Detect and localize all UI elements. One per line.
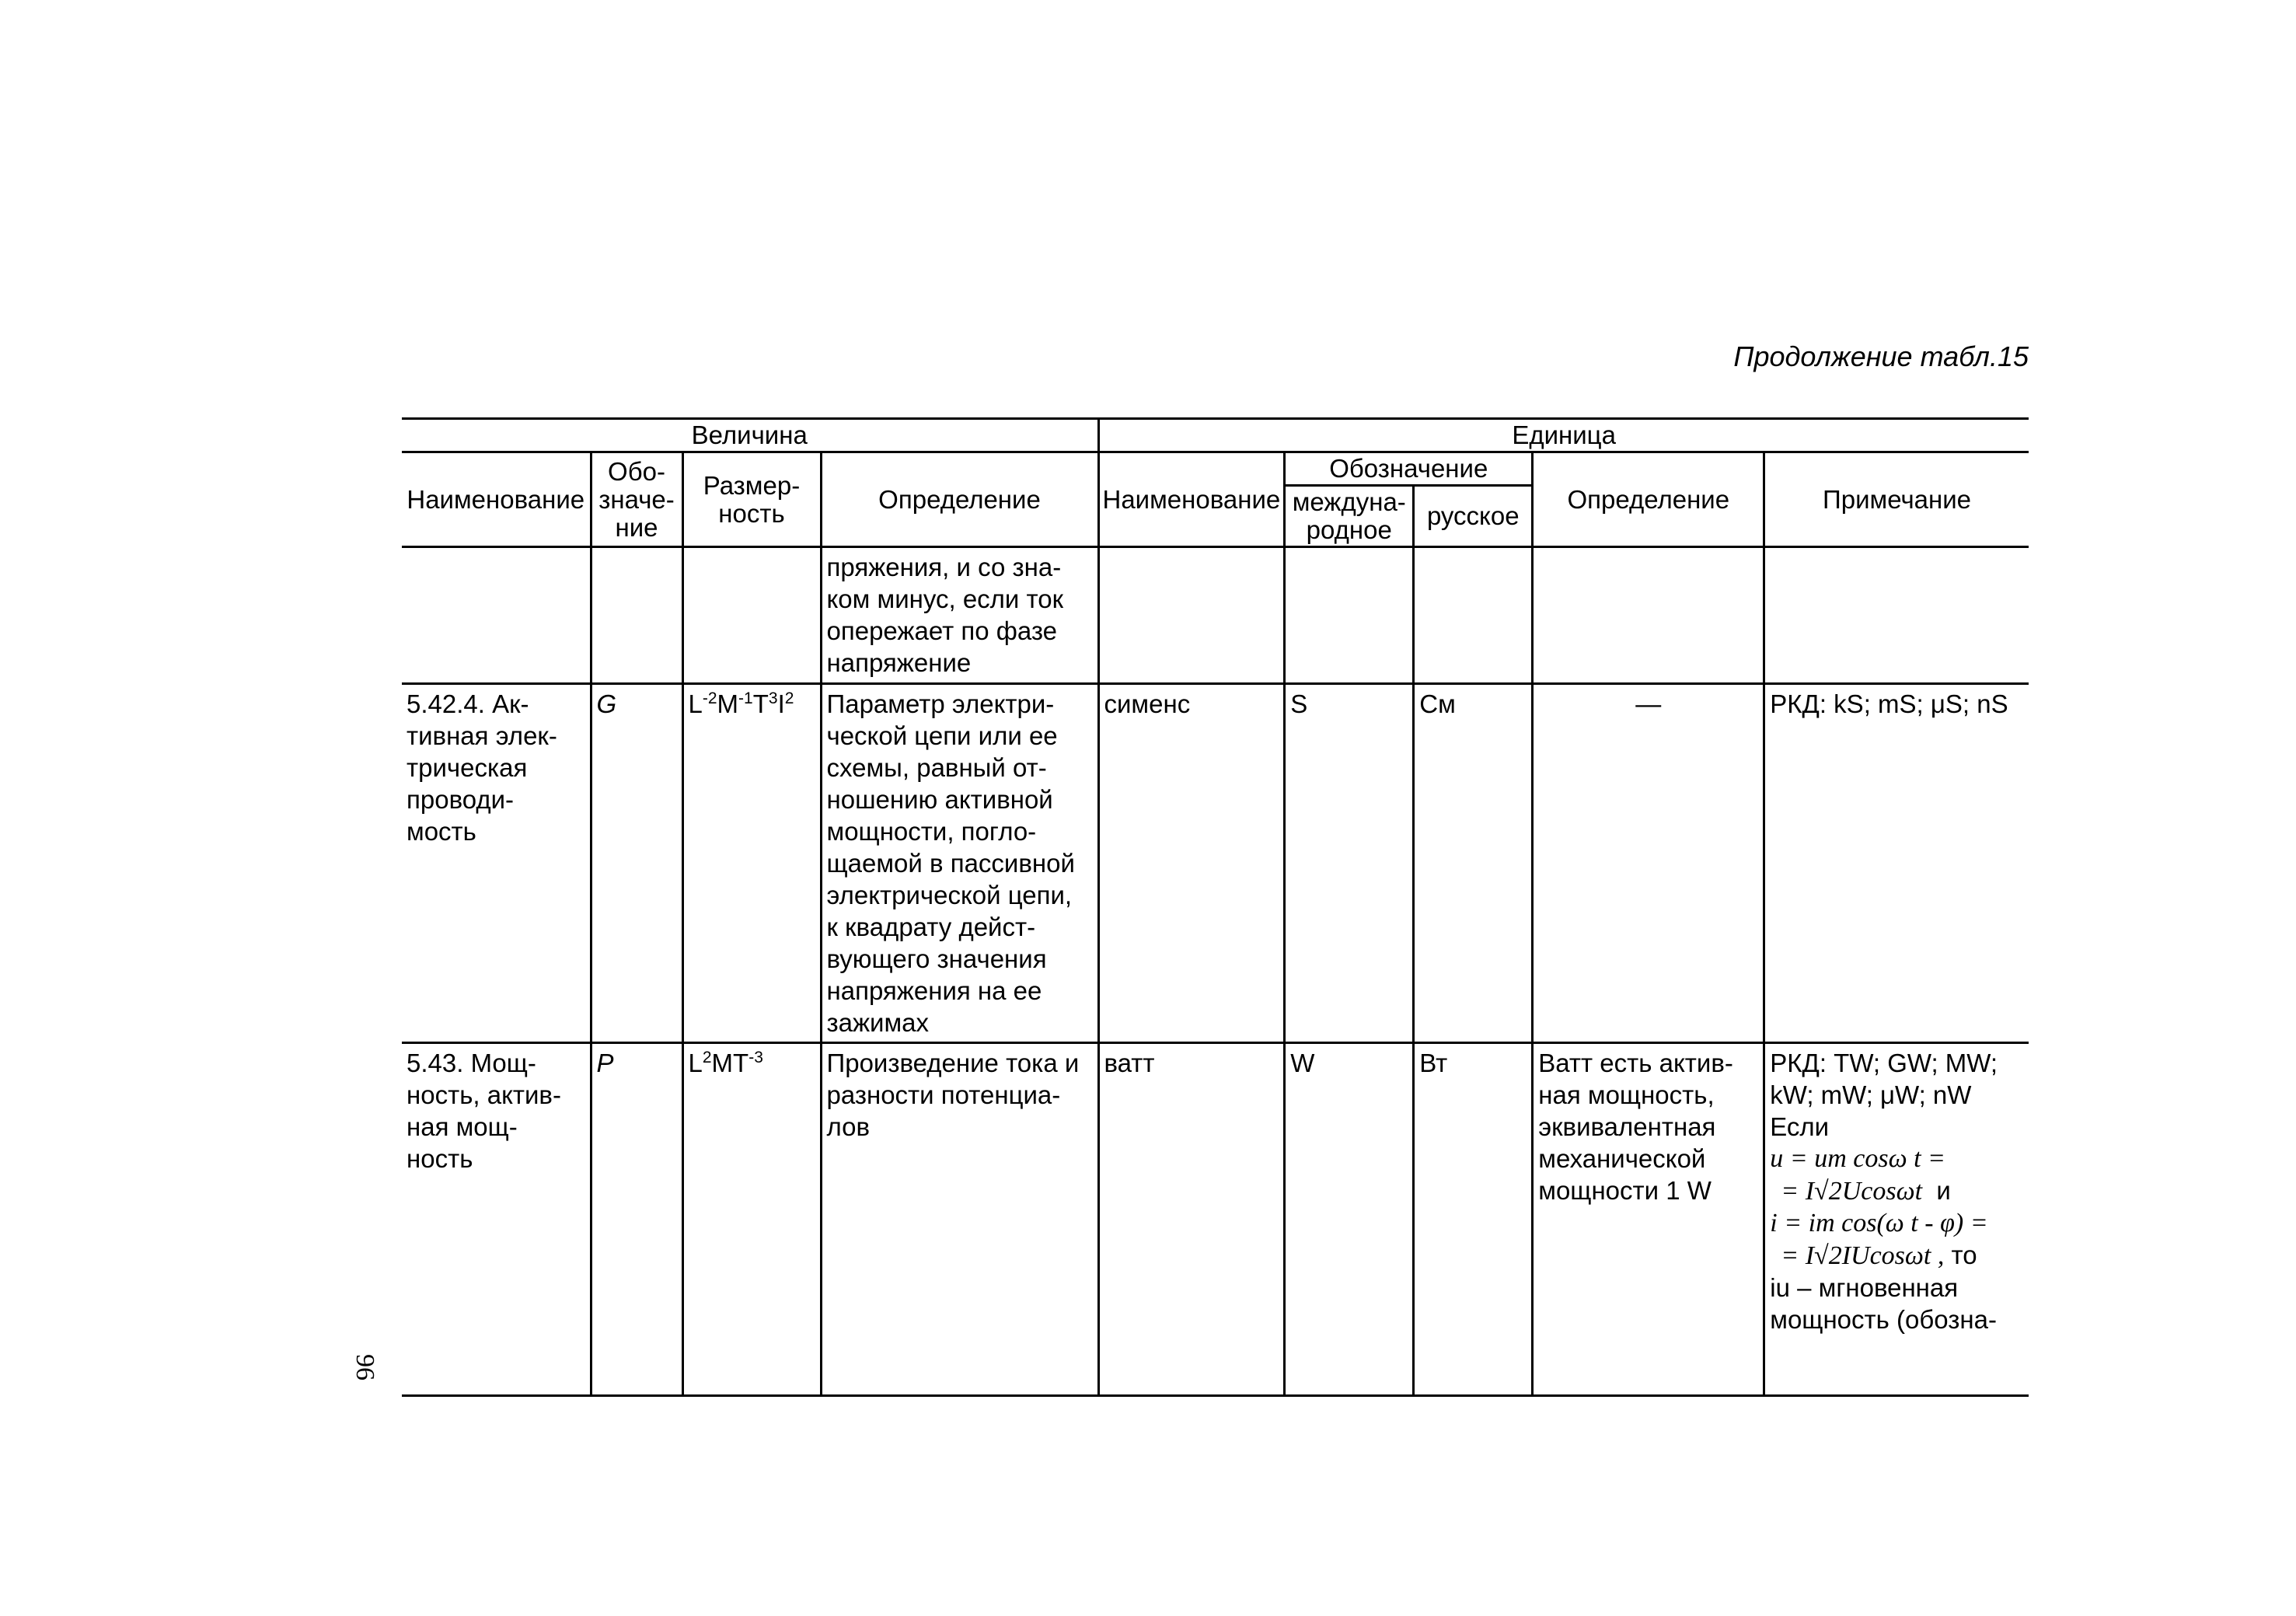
cell-u-rus: См <box>1414 684 1533 1043</box>
header-u-symbol-rus: русское <box>1414 486 1533 547</box>
cell-u-name: ватт <box>1098 1043 1285 1396</box>
cell-q-dimension: $L^2MT^{-3}$ <box>682 1043 821 1396</box>
cell-u-intl <box>1285 547 1414 684</box>
cell-q-definition: Параметр электри- ческой цепи или ее схемы, равный от- ношению активной мощности, погло- щаемой в пассивной электрической цепи, к квадрату дейст- вующего значения напряжения на ее зажимах <box>821 684 1098 1043</box>
header-u-definition: Определение <box>1533 452 1764 547</box>
cell-q-symbol <box>591 547 682 684</box>
page-number: 96 <box>351 1354 379 1380</box>
note-suffix: iu – мгновенная мощность (обозна- <box>1770 1273 1997 1334</box>
note-prefix: РКД: TW; GW; MW; kW; mW; μW; nW Если <box>1770 1049 1998 1141</box>
cell-u-rus <box>1414 547 1533 684</box>
cell-u-definition <box>1533 547 1764 684</box>
header-u-symbol-intl: междуна- родное <box>1285 486 1414 547</box>
header-unit: Единица <box>1098 419 2029 452</box>
header-u-symbol: Обозначение <box>1285 452 1533 486</box>
header-q-symbol: Обо- значе- ние <box>591 452 682 547</box>
header-q-name: Наименование <box>402 452 591 547</box>
cell-q-definition: пряжения, и со зна- ком минус, если ток опережает по фазе напряжение <box>821 547 1098 684</box>
table-row <box>402 547 2029 684</box>
cell-q-name: 5.43. Мощ- ность, актив- ная мощ- ность <box>402 1043 591 1396</box>
table-caption: Продолжение табл.15 <box>1733 340 2029 372</box>
note-formula-3: i = im cos(ω t - φ) = <box>1770 1209 1988 1237</box>
cell-u-intl: S <box>1285 684 1414 1043</box>
cell-q-dimension: $L^{-2}M^{-1}T^3I^2$ <box>682 684 821 1043</box>
cell-u-name <box>1098 547 1285 684</box>
cell-q-dimension <box>682 547 821 684</box>
header-quantity: Величина <box>402 419 1098 452</box>
cell-u-definition: Ватт есть актив- ная мощность, эквивалентная механической мощности 1 W <box>1533 1043 1764 1396</box>
cell-q-name <box>402 547 591 684</box>
note-formula-1: u = um cosω t = <box>1770 1144 1945 1173</box>
note-formula-4: = I√2IUcosωt , <box>1781 1241 1945 1270</box>
header-u-note: Примечание <box>1764 452 2029 547</box>
cell-u-rus: Вт <box>1414 1043 1533 1396</box>
note-formula-2: = I√2Ucosωt <box>1781 1177 1923 1206</box>
table-row <box>402 684 2029 1043</box>
cell-u-note: РКД: kS; mS; μS; nS <box>1764 684 2029 1043</box>
cell-u-note <box>1764 547 2029 684</box>
header-u-name: Наименование <box>1098 452 1285 547</box>
cell-u-intl: W <box>1285 1043 1414 1396</box>
cell-q-symbol: P <box>591 1043 682 1396</box>
table-row <box>402 1043 2029 1396</box>
header-q-dimension: Размер- ность <box>682 452 821 547</box>
note-and: и <box>1936 1176 1951 1205</box>
cell-q-name: 5.42.4. Ак- тивная элек- трическая проводи- мость <box>402 684 591 1043</box>
cell-u-note <box>1764 1043 2029 1396</box>
cell-q-definition: Произведение тока и разности потенциа- лов <box>821 1043 1098 1396</box>
note-then: то <box>1951 1241 1977 1269</box>
header-q-definition: Определение <box>821 452 1098 547</box>
cell-q-symbol: G <box>591 684 682 1043</box>
quantities-table <box>402 417 2029 1397</box>
cell-u-name: сименс <box>1098 684 1285 1043</box>
cell-u-definition: — <box>1533 684 1764 1043</box>
